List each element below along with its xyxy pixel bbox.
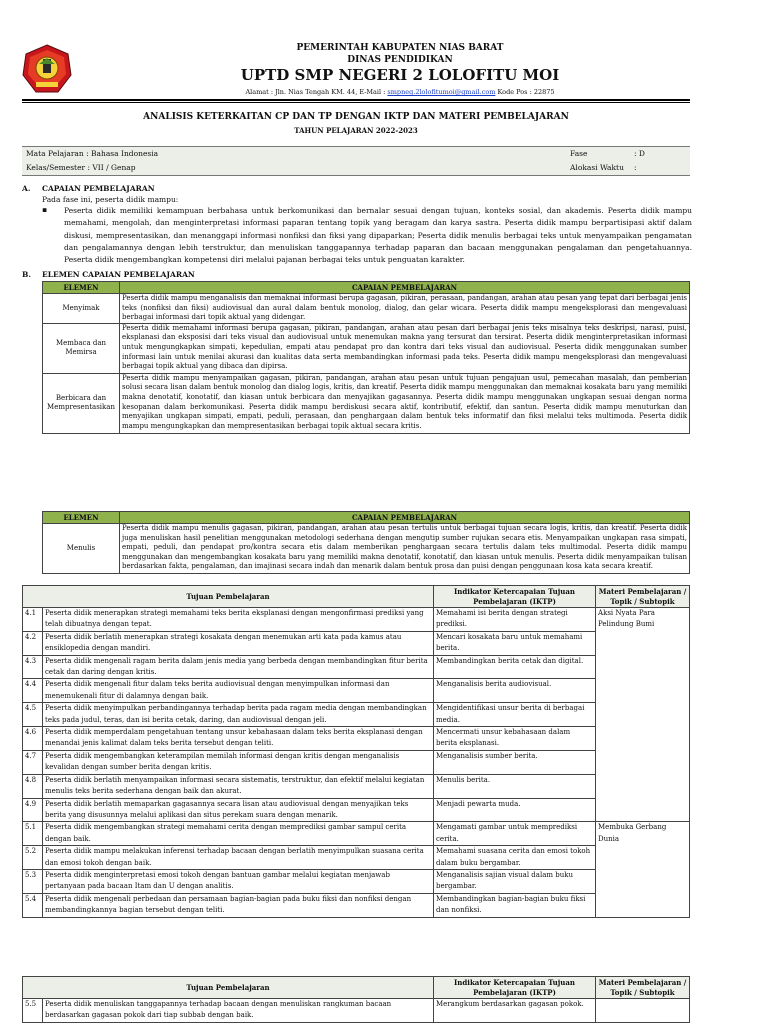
phase-value: : D: [634, 149, 645, 158]
element-name: Menulis: [43, 524, 120, 574]
element-name: Berbicara dan Mempresentasikan: [43, 373, 120, 433]
email-link[interactable]: smpneg.2lolofitumoi@gmail.com: [387, 88, 496, 96]
time-value: :: [634, 163, 637, 172]
topic-text: [596, 999, 690, 1023]
indicator-text: Merangkum berdasarkan gagasan pokok.: [434, 999, 596, 1023]
table-row: [43, 294, 690, 324]
indicator-text: Mencari kosakata baru untuk memahami berita.: [434, 631, 596, 655]
section-b-marker: B.: [22, 270, 31, 279]
objective-text: Peserta didik menginterpretasi emosi tokoh dengan bantuan gambar melalui kegiatan menjawab pertanyaan pada bacaan Itam dan U dengan analitis.: [43, 869, 434, 893]
indicator-text: Membandingkan bagian-bagian buku fiksi dan nonfiksi.: [434, 893, 596, 917]
table-row: [23, 703, 690, 727]
objective-text: Peserta didik mampu melakukan inferensi terhadap bacaan dengan berlatih menyimpulkan suasana cerita dan emosi tokoh dengan baik.: [43, 846, 434, 870]
column-header: Indikator Ketercapaian Tujuan Pembelajaran (IKTP): [434, 586, 596, 608]
objective-number: 5.3: [23, 869, 43, 893]
objective-number: 5.2: [23, 846, 43, 870]
postal-code: Kode Pos : 22875: [497, 88, 555, 96]
indicator-text: Menjadi pewarta muda.: [434, 798, 596, 822]
elements-table-header: [43, 282, 690, 294]
tp-table-header: [23, 977, 690, 999]
writing-elements-table: [42, 511, 690, 574]
table-row: [23, 999, 690, 1023]
table-row: [43, 323, 690, 373]
objective-number: 4.9: [23, 798, 43, 822]
column-header: Materi Pembelajaran / Topik / Subtopik: [596, 977, 690, 999]
indicator-text: Menganalisis sumber berita.: [434, 750, 596, 774]
objective-text: Peserta didik memperdalam pengetahuan tentang unsur kebahasaan dalam teks berita eksplanasi dengan menandai jenis kalimat dalam teks berita tersebut dengan teliti.: [43, 727, 434, 751]
objective-text: Peserta didik mengenali fitur dalam teks berita audiovisual dengan menyimpulkan informasi dan menemukenali fitur di dalamnya dengan baik.: [43, 679, 434, 703]
government-name: PEMERINTAH KABUPATEN NIAS BARAT: [296, 43, 504, 53]
department-name: DINAS PENDIDIKAN: [347, 55, 453, 65]
section-b-title: ELEMEN CAPAIAN PEMBELAJARAN: [42, 270, 195, 279]
topic-text: Aksi Nyata Para Pelindung Bumi: [596, 608, 690, 822]
time-label: Alokasi Waktu: [570, 163, 624, 172]
objective-number: 5.4: [23, 893, 43, 917]
bullet-icon: ▪: [42, 205, 48, 214]
objective-number: 4.3: [23, 655, 43, 679]
objective-text: Peserta didik menyimpulkan perbandingannya terhadap berita pada ragam media dengan membandingkan teks pada judul, teras, dan isi berita cetak, daring, dan audiovisual dengan jeli.: [43, 703, 434, 727]
table-row: [23, 893, 690, 917]
academic-year: TAHUN PELAJARAN 2022-2023: [294, 126, 418, 135]
table-row: [23, 608, 690, 632]
column-header: ELEMEN: [43, 512, 120, 524]
learning-objectives-table-continued: [22, 976, 690, 1023]
objective-number: 5.5: [23, 999, 43, 1023]
element-name: Membaca dan Memirsa: [43, 323, 120, 373]
indicator-text: Membandingkan berita cetak dan digital.: [434, 655, 596, 679]
column-header: Tujuan Pembelajaran: [23, 586, 434, 608]
objective-text: Peserta didik mengembangkan strategi memahami cerita dengan memprediksi gambar sampul cerita dengan baik.: [43, 822, 434, 846]
column-header: ELEMEN: [43, 282, 120, 294]
objective-number: 4.2: [23, 631, 43, 655]
section-a-title: CAPAIAN PEMBELAJARAN: [42, 184, 155, 193]
table-row: [43, 373, 690, 433]
table-row: [23, 727, 690, 751]
header-rule: [22, 99, 690, 101]
objective-text: Peserta didik mengenali ragam berita dalam jenis media yang berbeda dengan membandingkan fitur berita cetak dan daring dengan kritis.: [43, 655, 434, 679]
indicator-text: Mengamati gambar untuk memprediksi cerita.: [434, 822, 596, 846]
objective-text: Peserta didik menerapkan strategi memahami teks berita eksplanasi dengan mengonfirmasi prediksi yang telah dibuatnya dengan tepat.: [43, 608, 434, 632]
table-row: [23, 822, 690, 846]
header-rule-thin: [22, 102, 690, 103]
school-name: UPTD SMP NEGERI 2 LOLOFITU MOI: [240, 66, 560, 84]
column-header: CAPAIAN PEMBELAJARAN: [120, 512, 690, 524]
indicator-text: Memahami suasana cerita dan emosi tokoh dalam buku bergambar.: [434, 846, 596, 870]
element-description: Peserta didik memahami informasi berupa gagasan, pikiran, pandangan, arahan atau pesan dari berbagai jenis teks misalnya teks deskripsi, narasi, puisi, eksplanasi dan eksposisi dari teks visual dan audiovisual untuk menemukan makna yang tersurat dan tersirat. Peserta didik menginterpretasikan informasi untuk mengungkapkan simpati, kepedulian, empati atau pendapat pro dan kontra dari teks visual dan audiovisual. Peserta didik menggunakan sumber informasi lain untuk menilai akurasi dan kualitas data serta membandingkan informasi pada teks. Peserta didik mampu mengeksplorasi dan mengevaluasi berbagai topik aktual yang dibaca dan dipirsa.: [120, 323, 690, 373]
phase-label: Fase: [570, 149, 588, 158]
class-label: Kelas/Semester : VII / Genap: [26, 163, 136, 172]
indicator-text: Menganalisis berita audiovisual.: [434, 679, 596, 703]
objective-text: Peserta didik berlatih memaparkan gagasannya secara lisan atau audiovisual dengan menyajikan teks berita yang disusunnya melalui aplikasi dan situs perekam suara dengan menarik.: [43, 798, 434, 822]
indicator-text: Memahami isi berita dengan strategi prediksi.: [434, 608, 596, 632]
objective-number: 4.5: [23, 703, 43, 727]
address-text: Alamat : Jln. Nias Tengah KM. 44, E-Mail :: [245, 88, 386, 96]
document-title: ANALISIS KETERKAITAN CP DAN TP DENGAN IKTP DAN MATERI PEMBELAJARAN: [143, 112, 569, 122]
objective-text: Peserta didik mengenali perbedaan dan persamaan bagian-bagian pada buku fiksi dan nonfiksi dengan membandingkannya bagian tersebut dengan teliti.: [43, 893, 434, 917]
objective-text: Peserta didik berlatih menerapkan strategi kosakata dengan menemukan arti kata pada kamus atau ensiklopedia dengan mandiri.: [43, 631, 434, 655]
elements-table: [42, 281, 690, 434]
indicator-text: Mencermati unsur kebahasaan dalam berita eksplanasi.: [434, 727, 596, 751]
objective-text: Peserta didik mengembangkan keterampilan memilah informasi dengan kritis dengan menganalisis kevalidan dengan sumber berita dengan kritis.: [43, 750, 434, 774]
column-header: Materi Pembelajaran / Topik / Subtopik: [596, 586, 690, 608]
objective-number: 4.6: [23, 727, 43, 751]
objective-number: 5.1: [23, 822, 43, 846]
table-row: [23, 679, 690, 703]
table-row: [23, 774, 690, 798]
objective-number: 4.8: [23, 774, 43, 798]
table-row: [23, 798, 690, 822]
learning-objectives-table: [22, 585, 690, 918]
element-name: Menyimak: [43, 294, 120, 324]
element-description: Peserta didik mampu menulis gagasan, pikiran, pandangan, arahan atau pesan tertulis untuk berbagai tujuan secara logis, kritis, dan kreatif. Peserta didik juga menuliskan hasil penelitian menggunakan metodologi sederhana dengan mengutip sumber rujukan secara etis. Menyampaikan ungkapan rasa simpati, empati, peduli, dan pendapat pro/kontra secara etis dalam memberikan penghargaan secara tertulis dalam teks multimodal. Peserta didik mampu menggunakan dan mengembangkan kosakata baru yang memiliki makna denotatif, konotatif, dan kiasan untuk menulis. Peserta didik menyampaikan tulisan berdasarkan fakta, pengalaman, dan imajinasi secara indah dan menarik dalam bentuk prosa dan puisi dengan penggunaan kosa kata secara kreatif.: [120, 524, 690, 574]
writing-table-header: [43, 512, 690, 524]
objective-number: 4.4: [23, 679, 43, 703]
table-row: [23, 869, 690, 893]
table-row: [23, 750, 690, 774]
table-row: [23, 846, 690, 870]
objective-text: Peserta didik berlatih menyampaikan informasi secara sistematis, terstruktur, dan efektif melalui kegiatan menulis teks berita sederhana dengan baik dan akurat.: [43, 774, 434, 798]
section-a-paragraph: Peserta didik memiliki kemampuan berbahasa untuk berkomunikasi dan bernalar sesuai dengan tujuan, konteks sosial, dan akademis. Peserta didik mampu memahami, mengolah, dan menginterpretasi informasi paparan tentang topik yang beragam dan karya sastra. Peserta didik mampu berpartisipasi aktif dalam diskusi, mempresentasikan, dan menanggapi informasi nonfiksi dan fiksi yang dipaparkan; Peserta didik menulis berbagai teks untuk menyampaikan pengamatan dan pengalamannya dengan lebih terstruktur, dan menuliskan tanggapannya terhadap paparan dan bacaan menggunakan pengalaman dan pengetahuannya. Peserta didik mengembangkan kompetensi diri melalui pajanan berbagai teks untuk penguatan karakter.: [64, 206, 692, 265]
indicator-text: Menganalisis sajian visual dalam buku bergambar.: [434, 869, 596, 893]
table-row: [23, 631, 690, 655]
subject-label: Mata Pelajaran : Bahasa Indonesia: [26, 149, 159, 158]
element-description: Peserta didik mampu menganalisis dan memaknai informasi berupa gagasan, pikiran, perasaan, pandangan, arahan atau pesan yang tepat dari berbagai jenis teks (nonfiksi dan fiksi) audiovisual dan aural dalam bentuk monolog, dialog, dan gelar wicara. Peserta didik mampu mengeksplorasi dan mengevaluasi berbagai informasi dari topik aktual yang didengar.: [120, 294, 690, 324]
school-address: [140, 88, 660, 96]
element-description: Peserta didik mampu menyampaikan gagasan, pikiran, pandangan, arahan atau pesan untuk tujuan pengajuan usul, pemecahan masalah, dan pemberian solusi secara lisan dalam bentuk monolog dan dialog logis, kritis, dan kreatif. Peserta didik mampu menggunakan dan memaknai kosakata baru yang memiliki makna denotatif, konotatif, dan kiasan untuk berbicara dan menyajikan gagasannya. Peserta didik mampu menggunakan ungkapan sesuai dengan norma kesopanan dalam berkomunikasi. Peserta didik mampu berdiskusi secara aktif, kontributif, efektif, dan santun. Peserta didik mampu menuturkan dan menyajikan ungkapan simpati, empati, peduli, perasaan, dan penghargaan dalam bentuk teks informatif dan fiksi melalui teks multimoda. Peserta didik mampu mengungkapkan dan mempresentasikan berbagai topik aktual secara kritis.: [120, 373, 690, 433]
section-a-marker: A.: [22, 184, 31, 193]
table-row: [43, 524, 690, 574]
regency-emblem-icon: [22, 44, 72, 94]
subject-info-bar: [22, 146, 690, 176]
column-header: CAPAIAN PEMBELAJARAN: [120, 282, 690, 294]
tp-table-header: [23, 586, 690, 608]
table-row: [23, 655, 690, 679]
indicator-text: Menulis berita.: [434, 774, 596, 798]
section-a-intro: Pada fase ini, peserta didik mampu:: [42, 195, 179, 204]
objective-text: Peserta didik menuliskan tanggapannya terhadap bacaan dengan menuliskan rangkuman bacaan berdasarkan gagasan pokok dari tiap subbab dengan baik.: [43, 999, 434, 1023]
indicator-text: Mengidentifikasi unsur berita di berbagai media.: [434, 703, 596, 727]
column-header: Tujuan Pembelajaran: [23, 977, 434, 999]
objective-number: 4.7: [23, 750, 43, 774]
column-header: Indikator Ketercapaian Tujuan Pembelajaran (IKTP): [434, 977, 596, 999]
objective-number: 4.1: [23, 608, 43, 632]
topic-text: Membuka Gerbang Dunia: [596, 822, 690, 917]
